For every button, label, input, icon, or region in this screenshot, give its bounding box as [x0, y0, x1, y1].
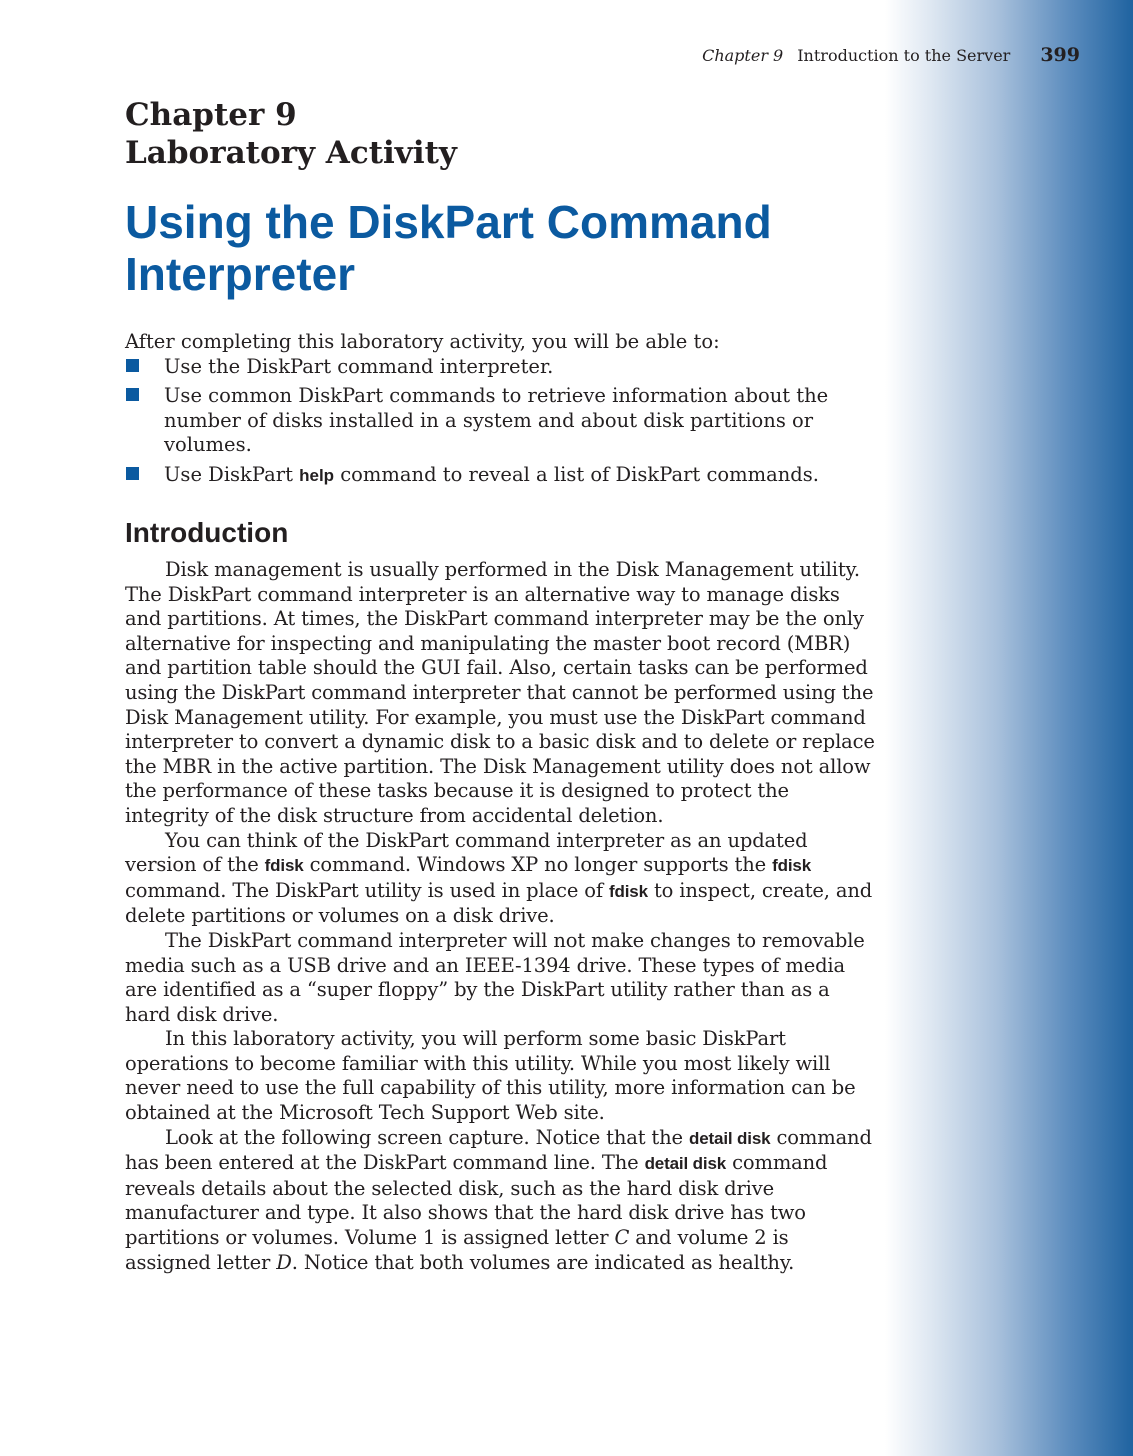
- running-header: [700, 44, 1080, 66]
- section-heading-introduction: Introduction: [125, 517, 289, 548]
- chapter-label: [125, 96, 875, 172]
- drive-letter: C: [614, 1226, 630, 1250]
- intro-paragraph-3: The DiskPart command interpreter will not make changes to removable media such as a USB drive and an IEEE-1394 drive. These types of media are identified as a “super floppy” by the DiskPart utility rather than as a hard disk drive.: [125, 928, 865, 1026]
- activity-title: Using the DiskPart Command Interpreter: [125, 196, 772, 300]
- chapter-label-line2: Laboratory Activity: [125, 135, 457, 171]
- header-chapter: Chapter 9: [702, 46, 784, 65]
- command-detail-disk: detail disk: [688, 1128, 771, 1148]
- chapter-label-line1: Chapter 9: [125, 97, 297, 133]
- command-fdisk: fdisk: [264, 856, 304, 876]
- intro-paragraph-4: In this laboratory activity, you will perform some basic DiskPart operations to become familiar with this utility. While you most likely will never need to use the full capability of this utility, more information can be obtained at the Microsoft Tech Support Web site.: [125, 1027, 856, 1125]
- objective-item: Use DiskPart help command to reveal a list of DiskPart commands.: [125, 463, 875, 489]
- square-bullet-icon: [126, 388, 139, 401]
- objective-item: Use the DiskPart command interpreter.: [125, 355, 875, 380]
- page-number: 399: [1040, 44, 1080, 66]
- command-fdisk: fdisk: [608, 881, 648, 901]
- intro-paragraph-1: Disk management is usually performed in the Disk Management utility. The DiskPart command interpreter is an alternative way to manage disks and partitions. At times, the DiskPart command interpreter may be the only alternative for inspecting and manipulating the master boot record (MBR) and partition table should the GUI fail. Also, certain tasks can be performed using the DiskPart command interpreter that cannot be performed using the Disk Management utility. For example, you must use the DiskPart command interpreter to convert a dynamic disk to a basic disk and to delete or replace the MBR in the active partition. The Disk Management utility does not allow the performance of these tasks because it is designed to protect the integrity of the disk structure from accidental deletion.: [125, 558, 875, 827]
- square-bullet-icon: [126, 359, 139, 372]
- objectives-list: [125, 355, 875, 489]
- intro-paragraph-5: Look at the following screen capture. Notice that the detail disk command has been entered at the DiskPart command line. The detail disk command reveals details about the selected disk, such as the hard disk drive manufacturer and type. It also shows that the hard disk drive has two partitions or volumes. Volume 1 is assigned letter C and volume 2 is assigned letter D. Notice that both volumes are indicated as healthy.: [125, 1125, 872, 1274]
- square-bullet-icon: [126, 467, 139, 480]
- drive-letter: D: [276, 1250, 292, 1274]
- command-fdisk: fdisk: [772, 856, 812, 876]
- intro-paragraph-2: You can think of the DiskPart command interpreter as an updated version of the fdisk command. Windows XP no longer supports the fdisk command. The DiskPart utility is used in place of fdisk to inspect, create, and delete partitions or volumes on a disk drive.: [125, 828, 873, 928]
- decorative-side-band: [885, 0, 1133, 1456]
- command-detail-disk: detail disk: [644, 1154, 727, 1174]
- objective-item: Use common DiskPart commands to retrieve information about the number of disks installed in a system and about disk partitions or volumes.: [125, 384, 875, 458]
- header-section-title: Introduction to the Server: [797, 46, 1011, 65]
- page-content: [125, 96, 875, 1275]
- objectives-intro: After completing this laboratory activity, you will be able to:: [125, 330, 720, 353]
- command-help: help: [299, 465, 335, 485]
